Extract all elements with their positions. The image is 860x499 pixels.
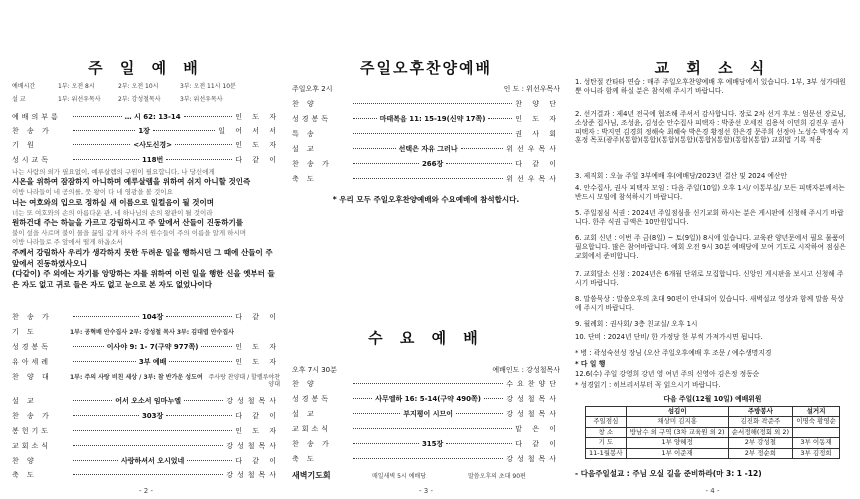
news-item: 8. 말씀묵상 : 말씀오후의 초대 90편이 안내되어 있습니다. 새벽설교 영상과 함께 말씀 묵상에 주시기 바랍니다. (575, 295, 844, 312)
order-row: 찬 송 가 1장 일 어 서 서 (12, 127, 280, 135)
order-row: 축 도 강성철목사 (292, 455, 560, 463)
order-row: 성시교독 118번 다 같 이 (12, 156, 280, 164)
page-3 (292, 0, 560, 499)
page-number: - 4 - (705, 486, 720, 495)
table-row: 11-1월봉사 1부 이준재 2부 정순희 3부 김정희 (586, 448, 840, 458)
order-row: 기 도 1부: 공혁배 안수집사 2부: 강성철 목사 3부: 김대엽 안수집사 (12, 328, 234, 336)
order-row: 봉헌기도 인 도 자 (12, 427, 280, 435)
order-row: 축 도 강성철목사 (12, 471, 280, 479)
afternoon-worship-title: 주일오후찬양예배 (360, 59, 492, 77)
news-item: 5. 주일점심 식권 : 2024년 주일점심을 신기교회 하시는 분은 게시판에 신청해 주시기 바랍니다. 한주 식권 금액은 10만원입니다. (575, 209, 844, 226)
volunteer-table-title: 다음 주일(12월 10일) 예배위원 (663, 395, 762, 403)
news-item: 10. 단비 : 2024년 단비/ 한 가정당 한 부씩 가져가시면 됩니다. (575, 333, 763, 341)
table-header-row: 섬김이 주방봉사 설거지 (586, 407, 840, 417)
preacher-row: 설 교 1부: 위선우목사 2부: 강성철목사 3부: 위선우목사 (12, 96, 223, 103)
order-row: 찬 송 가 303장 다 같 이 (12, 412, 280, 420)
order-row: 설 교 선택은 자유 그러나 위선우목사 (292, 145, 561, 153)
volunteer-table (585, 406, 840, 459)
news-item: 1. 성탄절 칸타타 연습 : 매주 주일오후찬양예배 후 예배당에서 있습니다. 1부, 3부 성가대원 뿐 아니라 함께 하실 분은 참석해 주시기 바랍니다. (575, 78, 846, 95)
page-number: - 3 - (419, 486, 433, 495)
order-row: 교회소식 맡 은 이 (292, 425, 560, 433)
news-item: 2. 선거결과 : 제4년 전국에 협조해 주셔서 감사합니다. 장로 2차 선거 후보 : 엄문선 장로님, 소상준 집사님, 조성윤, 김성순 안수집사 피택자 : 박종선 오세진 김용석 이민희 김진우 권사 피택자 : 박지연 김경희 정해숙 최혜숙 박은경 황정선 한은경 문주희 선정아 노성수 박정숙 지훈정 목포(광주)(통합)(통합)(통합)(통합)(통합)(통합)(통합)(통합) 교회법 기록 적용 (575, 110, 849, 145)
order-row: 찬 송 가 104장 다 같 이 (12, 313, 280, 321)
order-row: 설 교 어서 오소서 임마누엘 강성철목사 (12, 397, 281, 405)
order-row: 성경봉독 마태복음 11: 15-19(신약 17쪽) 인 도 자 (292, 115, 560, 123)
order-row: 찬 양 수요찬양단 (292, 380, 560, 388)
bullet-item: * 다 일 행 (575, 360, 606, 368)
order-row: 기 원 <사도신경> 인 도 자 (12, 141, 280, 149)
order-row: 찬 송 가 315장 다 같 이 (292, 440, 560, 448)
order-row: 찬 양 사랑하셔서 오시었네 다 같 이 (12, 457, 281, 465)
order-row: 예배의부름 … 시 62: 13-14 인 도 자 (12, 113, 281, 121)
table-row: 기 도 1부 양혜정 2부 강성철 3부 이동재 (586, 438, 840, 448)
order-row: 찬 양 찬 양 단 (292, 100, 560, 108)
order-row: 성경봉독 사무엘하 16: 5-14(구약 490쪽) 강성철목사 (292, 395, 560, 403)
table-row: 창 소 방남수 외 구역 (3차 교육원 외 2) 순서정해(정회 외 2) (586, 427, 840, 437)
order-row: 찬 송 가 266장 다 같 이 (292, 160, 560, 168)
news-item: 6. 교회 신년 : 이번 주 금(8일) ~ 토(9일)) 8시에 있습니다. 교육관 양년문에서 필요 물품이 필요합니다. 많은 참여바랍니다. 예회 오전 9시 30분 예배당에 모여 기도로 시작하여 점심은 교회에서 준비합니다. (575, 234, 846, 260)
church-news-title: 교 회 소 식 (654, 59, 771, 77)
news-item: 3. 제직회 : 오늘 주일 3부예배 후(예배당/2023년 결산 및 2024 예산안 (575, 172, 788, 180)
news-item: 7. 교회달소 신청 : 2024년은 6개월 단위로 모집합니다. 신앙인 게시판을 보시고 신청해 주시기 바랍니다. (575, 270, 844, 287)
news-item: 4. 안수집사, 권사 피택자 모임 : 다음 주일(10일) 오후 1시/ 이통부실/ 모든 피택자분께서는 반드시 모임에 참석하시기 바랍니다. (575, 184, 845, 201)
sunday-worship-title: 주 일 예 배 (88, 59, 204, 77)
bullet-item: 12.6(수) 주일 강영희 강년 영 여년 주의 신영아 김은정 정동순 (575, 370, 760, 378)
bullet-item: * 병 : 곽성숙선성 장님 (오산 주일오후예배 후 조문 / 예수생명지경 (575, 349, 772, 357)
table-row: 주일점심 채상미 김지홍 김진화 곽준주 이명숙 황영순 (586, 417, 840, 427)
order-row: 교회소식 강성철목사 (12, 442, 280, 450)
choir-row: 찬 양 대 1부: 주의 사랑 비친 세상 / 3부: 참 반가운 성도여 주사랑 찬양대 / 할렐루야찬양대 (12, 373, 280, 388)
page-4 (575, 0, 850, 499)
time-row: 예배시간 1부: 오전 8시 2부: 오전 10시 3부: 오전 11시 10분 (12, 83, 236, 90)
order-row: 유아세례 3부 예배 인 도 자 (12, 358, 280, 366)
dawn-prayer-row: 새벽기도회 매일새벽 5시 예배당 말씀오후의 초대 90편 (292, 471, 526, 480)
order-row: 축 도 위선우목사 (292, 175, 560, 183)
afternoon-header: 주일오후 2시 인 도 : 위선우목사 (292, 85, 560, 93)
page-2 (12, 0, 280, 499)
order-row: 설 교 부지평이 시므이 강성철목사 (292, 410, 560, 418)
bullet-item: * 성경읽기 : 히브리서부터 꼭 읽으시기 바랍니다. (575, 381, 721, 389)
attendance-notice: * 우리 모두 주일오후찬양예배와 수요예배에 참석합시다. (332, 195, 520, 204)
order-row: 특 송 권 사 회 (292, 130, 560, 138)
page-number: - 2 - (139, 486, 153, 495)
news-item: 9. 월례회 : 권사회/ 3층 친교실/ 오후 1시 (575, 320, 698, 328)
wednesday-header: 오후 7시 30분 예배인도 : 강성철목사 (292, 366, 560, 374)
next-sermon: - 다음주일설교 : 주님 오실 길을 준비하라(마 3: 1 -12) (575, 469, 762, 478)
order-row: 성경봉독 이사야 9: 1- 7(구약 977쪽) 인 도 자 (12, 343, 280, 351)
wednesday-worship-title: 수 요 예 배 (368, 329, 484, 347)
responsive-reading: 나는 사람의 외가 필요없이, 예루살렘의 구원이 필요합니다, 나 당신에게 시온을 위하여 잠잠하지 아니하며 예루살렘을 위하여 쉬지 아니할 것인즉 이방 나라들이 네 공의를, 뭇 왕이 다 네 영광을 볼 것이요 너는 여호와의 입으로 정하실 새 이름으로 일컬음이 될 것이며 너는 또 여호와의 손의 아름다운 관, 네 하나님의 손의 왕관이 될 것이라 원하건대 주는 하늘을 가르고 강림하시고 주 앞에서 산들이 진동하기를 불이 섶을 사르며 불이 물을 끓임 같게 하사 주의 원수들이 주의 이름을 알게 하시며 이방 나라들로 주 앞에서 떨게 하옵소서 주께서 강림하사 우리가 생각하지 못한 두려운 일을 행하시던 그 때에 산들이 주 앞에서 진동하였사오니 (다같이) 주 외에는 자기를 앙망하는 자를 위하여 이런 일을 행한 신을 옛부터 들은 자도 없고 귀로 들은 자도 없고 눈으로 본 자도 없었나이다 (12, 168, 275, 290)
